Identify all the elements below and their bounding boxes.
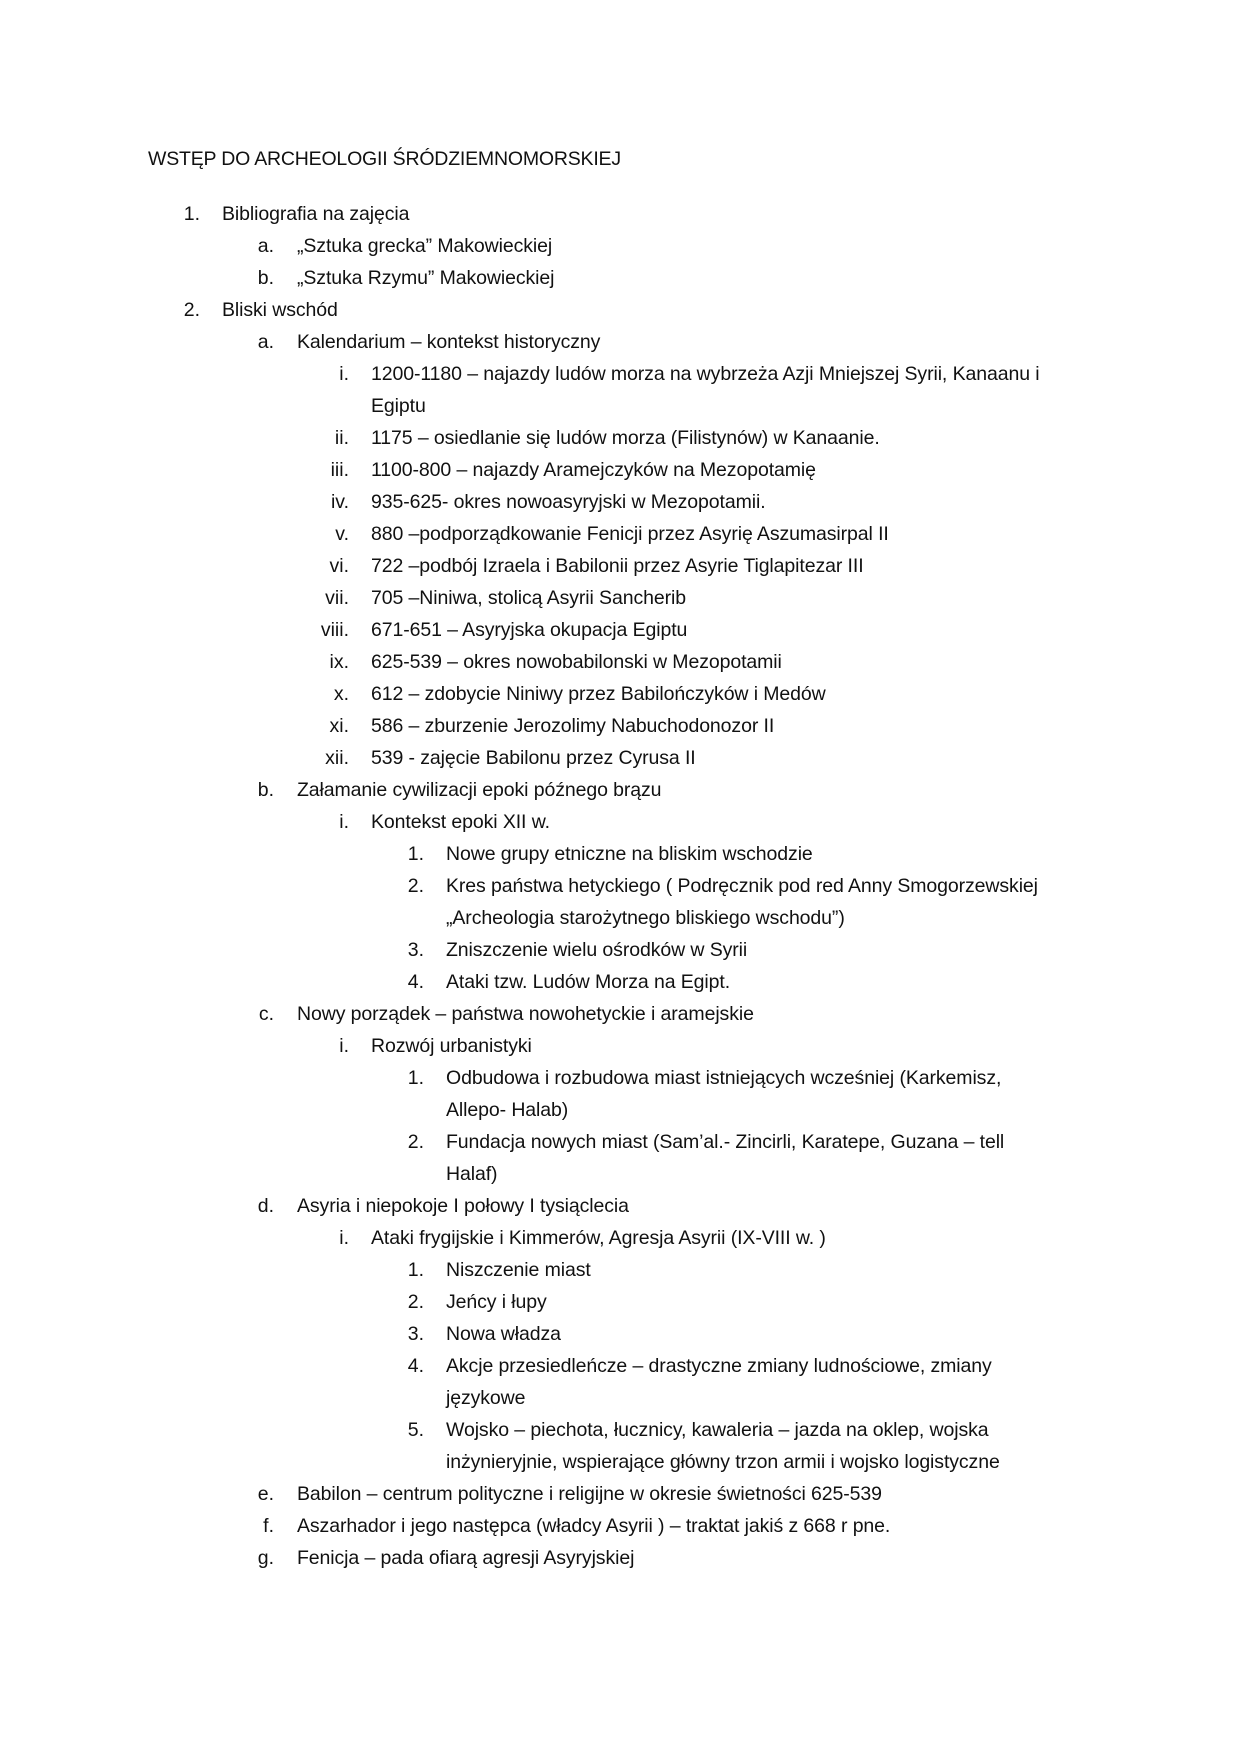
outline-line [0,966,1240,998]
outline-line [0,230,1240,262]
list-item-text: 671-651 – Asyryjska okupacja Egiptu [371,619,688,641]
outline-line [0,1030,1240,1062]
list-marker: b. [257,267,274,289]
outline-line [0,1158,1240,1190]
list-item-text: Bliski wschód [222,299,338,321]
outline-line [0,774,1240,806]
list-marker: i. [339,811,349,833]
list-marker: a. [257,235,274,257]
outline-line [0,518,1240,550]
outline-line [0,998,1240,1030]
list-marker: 1. [407,843,424,865]
list-item-text: 705 –Niniwa, stolicą Asyrii Sancherib [371,587,686,609]
outline-line [0,934,1240,966]
list-marker: 1. [183,203,200,225]
outline-line [0,1382,1240,1414]
list-marker: 4. [407,1355,424,1377]
outline-line [0,198,1240,230]
outline-line [0,326,1240,358]
list-marker: iv. [330,491,349,513]
list-item-text: Nowe grupy etniczne na bliskim wschodzie [446,843,813,865]
list-item-text: Wojsko – piechota, łucznicy, kawaleria – jazda na oklep, wojska [446,1419,989,1441]
outline-line [0,358,1240,390]
list-marker: vii. [325,587,349,609]
outline-line [0,742,1240,774]
list-marker: i. [339,1035,349,1057]
list-marker: iii. [330,459,349,481]
list-marker: xi. [329,715,349,737]
list-marker: b. [257,779,274,801]
list-item-text: 612 – zdobycie Niniwy przez Babilończyków i Medów [371,683,826,705]
list-item-text: Egiptu [371,395,426,417]
outline-line [0,710,1240,742]
document-title: WSTĘP DO ARCHEOLOGII ŚRÓDZIEMNOMORSKIEJ [148,148,621,170]
list-item-text: 722 –podbój Izraela i Babilonii przez Asyrie Tiglapitezar III [371,555,864,577]
list-item-text: inżynieryjnie, wspierające główny trzon armii i wojsko logistyczne [446,1451,1000,1473]
outline-line [0,390,1240,422]
list-marker: 3. [407,939,424,961]
list-marker: 4. [407,971,424,993]
outline-line [0,1542,1240,1574]
outline-line [0,1318,1240,1350]
list-marker: vi. [329,555,349,577]
list-item-text: „Archeologia starożytnego bliskiego wschodu”) [446,907,845,929]
outline-line [0,486,1240,518]
list-marker: ix. [329,651,349,673]
outline-line [0,1094,1240,1126]
outline-line [0,1446,1240,1478]
outline-line [0,902,1240,934]
list-marker: i. [339,363,349,385]
list-marker: xii. [325,747,349,769]
outline-line [0,1478,1240,1510]
list-item-text: 586 – zburzenie Jerozolimy Nabuchodonozor II [371,715,775,737]
outline-line [0,1414,1240,1446]
outline-line [0,422,1240,454]
list-item-text: Fenicja – pada ofiarą agresji Asyryjskiej [297,1547,635,1569]
list-marker: c. [258,1003,274,1025]
list-marker: 2. [407,1291,424,1313]
list-item-text: 880 –podporządkowanie Fenicji przez Asyrię Aszumasirpal II [371,523,889,545]
list-marker: 1. [407,1067,424,1089]
list-item-text: Fundacja nowych miast (Sam’al.- Zincirli, Karatepe, Guzana – tell [446,1131,1005,1153]
list-item-text: Kalendarium – kontekst historyczny [297,331,601,353]
list-marker: i. [339,1227,349,1249]
list-marker: ii. [334,427,349,449]
outline-line [0,1222,1240,1254]
list-marker: 5. [407,1419,424,1441]
outline-line [0,1286,1240,1318]
list-marker: viii. [320,619,349,641]
outline-line [0,1350,1240,1382]
list-marker: 3. [407,1323,424,1345]
list-item-text: Niszczenie miast [446,1259,591,1281]
list-marker: f. [263,1515,274,1537]
list-marker: 1. [407,1259,424,1281]
list-item-text: Ataki tzw. Ludów Morza na Egipt. [446,971,731,993]
list-item-text: „Sztuka grecka” Makowieckiej [297,235,553,257]
list-item-text: 1100-800 – najazdy Aramejczyków na Mezopotamię [371,459,816,481]
list-item-text: Kres państwa hetyckiego ( Podręcznik pod red Anny Smogorzewskiej [446,875,1038,897]
list-item-text: Jeńcy i łupy [446,1291,547,1313]
list-marker: 2. [407,875,424,897]
outline-line [0,838,1240,870]
list-item-text: Nowa władza [446,1323,561,1345]
list-marker: d. [257,1195,274,1217]
outline-line [0,806,1240,838]
outline-line [0,1254,1240,1286]
list-item-text: Kontekst epoki XII w. [371,811,550,833]
list-marker: 2. [407,1131,424,1153]
list-item-text: 539 - zajęcie Babilonu przez Cyrusa II [371,747,696,769]
outline-line [0,1062,1240,1094]
list-item-text: Ataki frygijskie i Kimmerów, Agresja Asyrii (IX-VIII w. ) [371,1227,826,1249]
list-marker: e. [257,1483,274,1505]
outline-line [0,294,1240,326]
outline-line [0,646,1240,678]
list-item-text: Allepo- Halab) [446,1099,569,1121]
list-item-text: 1200-1180 – najazdy ludów morza na wybrzeża Azji Mniejszej Syrii, Kanaanu i [371,363,1040,385]
list-item-text: „Sztuka Rzymu” Makowieckiej [297,267,555,289]
outline-line [0,582,1240,614]
list-item-text: Zniszczenie wielu ośrodków w Syrii [446,939,748,961]
list-marker: 2. [183,299,200,321]
list-item-text: Babilon – centrum polityczne i religijne w okresie świetności 625-539 [297,1483,882,1505]
list-item-text: Bibliografia na zajęcia [222,203,410,225]
list-item-text: Nowy porządek – państwa nowohetyckie i aramejskie [297,1003,754,1025]
list-item-text: Halaf) [446,1163,498,1185]
outline-line [0,550,1240,582]
outline-line [0,454,1240,486]
outline-line [0,1190,1240,1222]
outline-line [0,870,1240,902]
outline-line [0,614,1240,646]
list-item-text: Aszarhador i jego następca (władcy Asyrii ) – traktat jakiś z 668 r pne. [297,1515,891,1537]
outline-line [0,678,1240,710]
list-item-text: Załamanie cywilizacji epoki późnego brązu [297,779,662,801]
list-marker: g. [257,1547,274,1569]
list-marker: x. [333,683,349,705]
list-item-text: Asyria i niepokoje I połowy I tysiąclecia [297,1195,629,1217]
list-item-text: 1175 – osiedlanie się ludów morza (Filistynów) w Kanaanie. [371,427,880,449]
list-marker: a. [257,331,274,353]
list-item-text: językowe [446,1387,526,1409]
outline-line [0,262,1240,294]
list-item-text: Odbudowa i rozbudowa miast istniejących wcześniej (Karkemisz, [446,1067,1002,1089]
list-item-text: Rozwój urbanistyki [371,1035,532,1057]
list-marker: v. [335,523,349,545]
outline-line [0,1126,1240,1158]
list-item-text: 625-539 – okres nowobabilonski w Mezopotamii [371,651,782,673]
list-item-text: 935-625- okres nowoasyryjski w Mezopotamii. [371,491,766,513]
list-item-text: Akcje przesiedleńcze – drastyczne zmiany ludnościowe, zmiany [446,1355,992,1377]
outline-line [0,1510,1240,1542]
